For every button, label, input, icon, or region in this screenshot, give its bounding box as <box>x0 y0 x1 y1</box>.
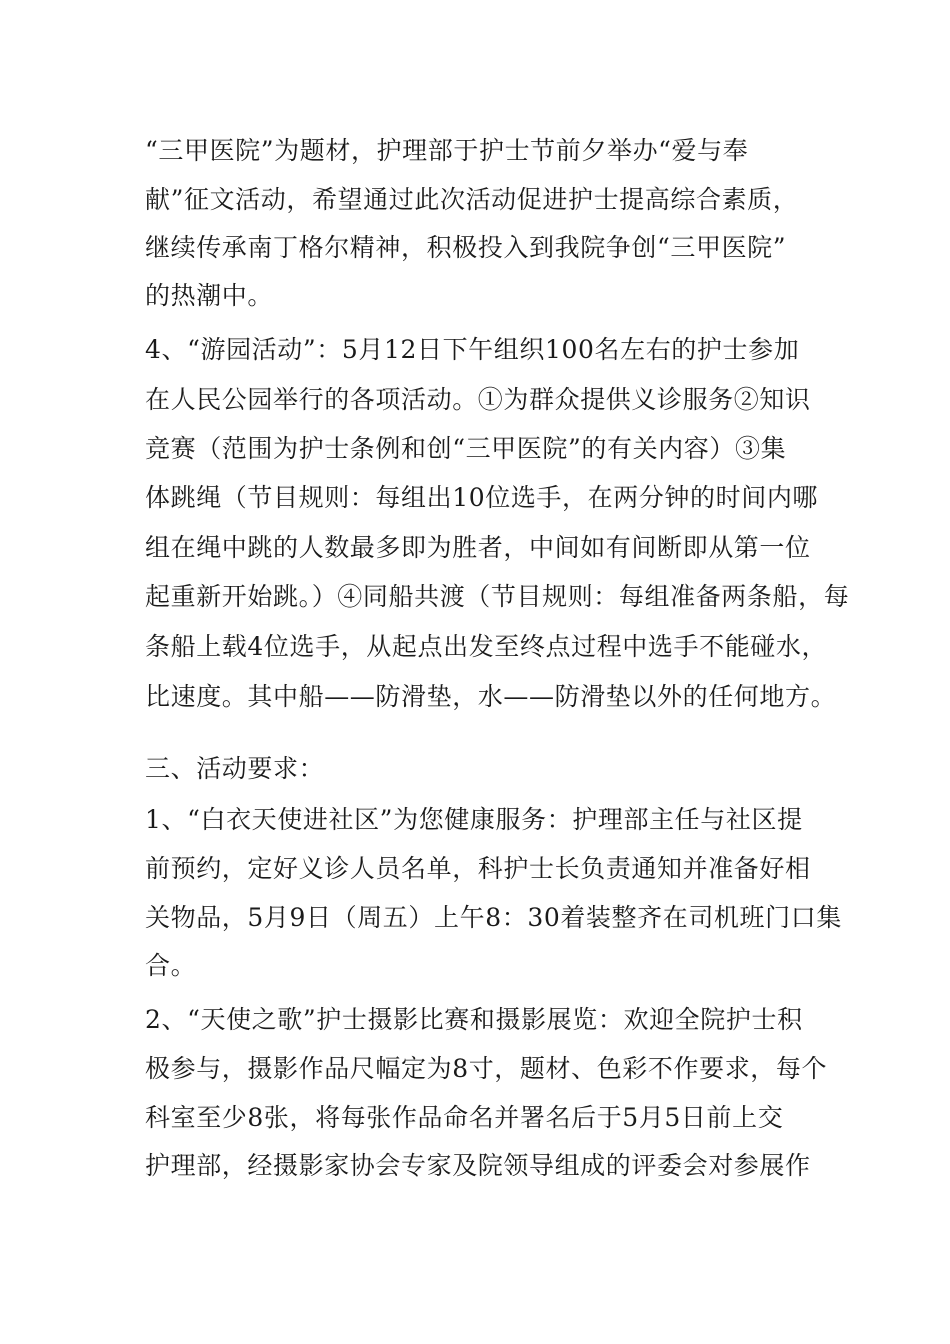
text-line: 比速度。其中船——防滑垫，水——防滑垫以外的任何地方。 <box>145 682 837 711</box>
text-line: 的热潮中。 <box>145 281 274 310</box>
text-line: 起重新开始跳。）④同船共渡（节目规则：每组准备两条船，每 <box>145 582 850 611</box>
text-line: 1、“白衣天使进社区”为您健康服务：护理部主任与社区提 <box>145 805 803 834</box>
text-line: “三甲医院”为题材，护理部于护士节前夕举办“爱与奉 <box>145 136 749 165</box>
text-line: 护理部，经摄影家协会专家及院领导组成的评委会对参展作 <box>145 1151 811 1180</box>
text-line: 极参与，摄影作品尺幅定为8寸，题材、色彩不作要求，每个 <box>145 1054 828 1083</box>
text-line: 2、“天使之歌”护士摄影比赛和摄影展览：欢迎全院护士积 <box>145 1005 803 1034</box>
text-line: 组在绳中跳的人数最多即为胜者，中间如有间断即从第一位 <box>145 533 811 562</box>
text-line: 竞赛（范围为护士条例和创“三甲医院”的有关内容）③集 <box>145 434 787 463</box>
text-line: 在人民公园举行的各项活动。①为群众提供义诊服务②知识 <box>145 385 811 414</box>
text-line: 体跳绳（节目规则：每组出10位选手，在两分钟的时间内哪 <box>145 483 819 512</box>
text-line: 条船上载4位选手，从起点出发至终点过程中选手不能碰水， <box>145 632 828 661</box>
text-line: 4、“游园活动”：5月12日下午组织100名左右的护士参加 <box>145 335 800 364</box>
text-line: 关物品，5月9日（周五）上午8：30着装整齐在司机班门口集 <box>145 903 842 932</box>
text-line: 合。 <box>145 951 197 980</box>
text-line: 科室至少8张，将每张作品命名并署名后于5月5日前上交 <box>145 1103 784 1132</box>
section-heading: 三、活动要求： <box>145 754 325 783</box>
text-line: 献”征文活动，希望通过此次活动促进护士提高综合素质， <box>145 185 799 214</box>
text-line: 前预约，定好义诊人员名单，科护士长负责通知并准备好相 <box>145 854 811 883</box>
text-line: 继续传承南丁格尔精神，积极投入到我院争创“三甲医院” <box>145 233 787 262</box>
